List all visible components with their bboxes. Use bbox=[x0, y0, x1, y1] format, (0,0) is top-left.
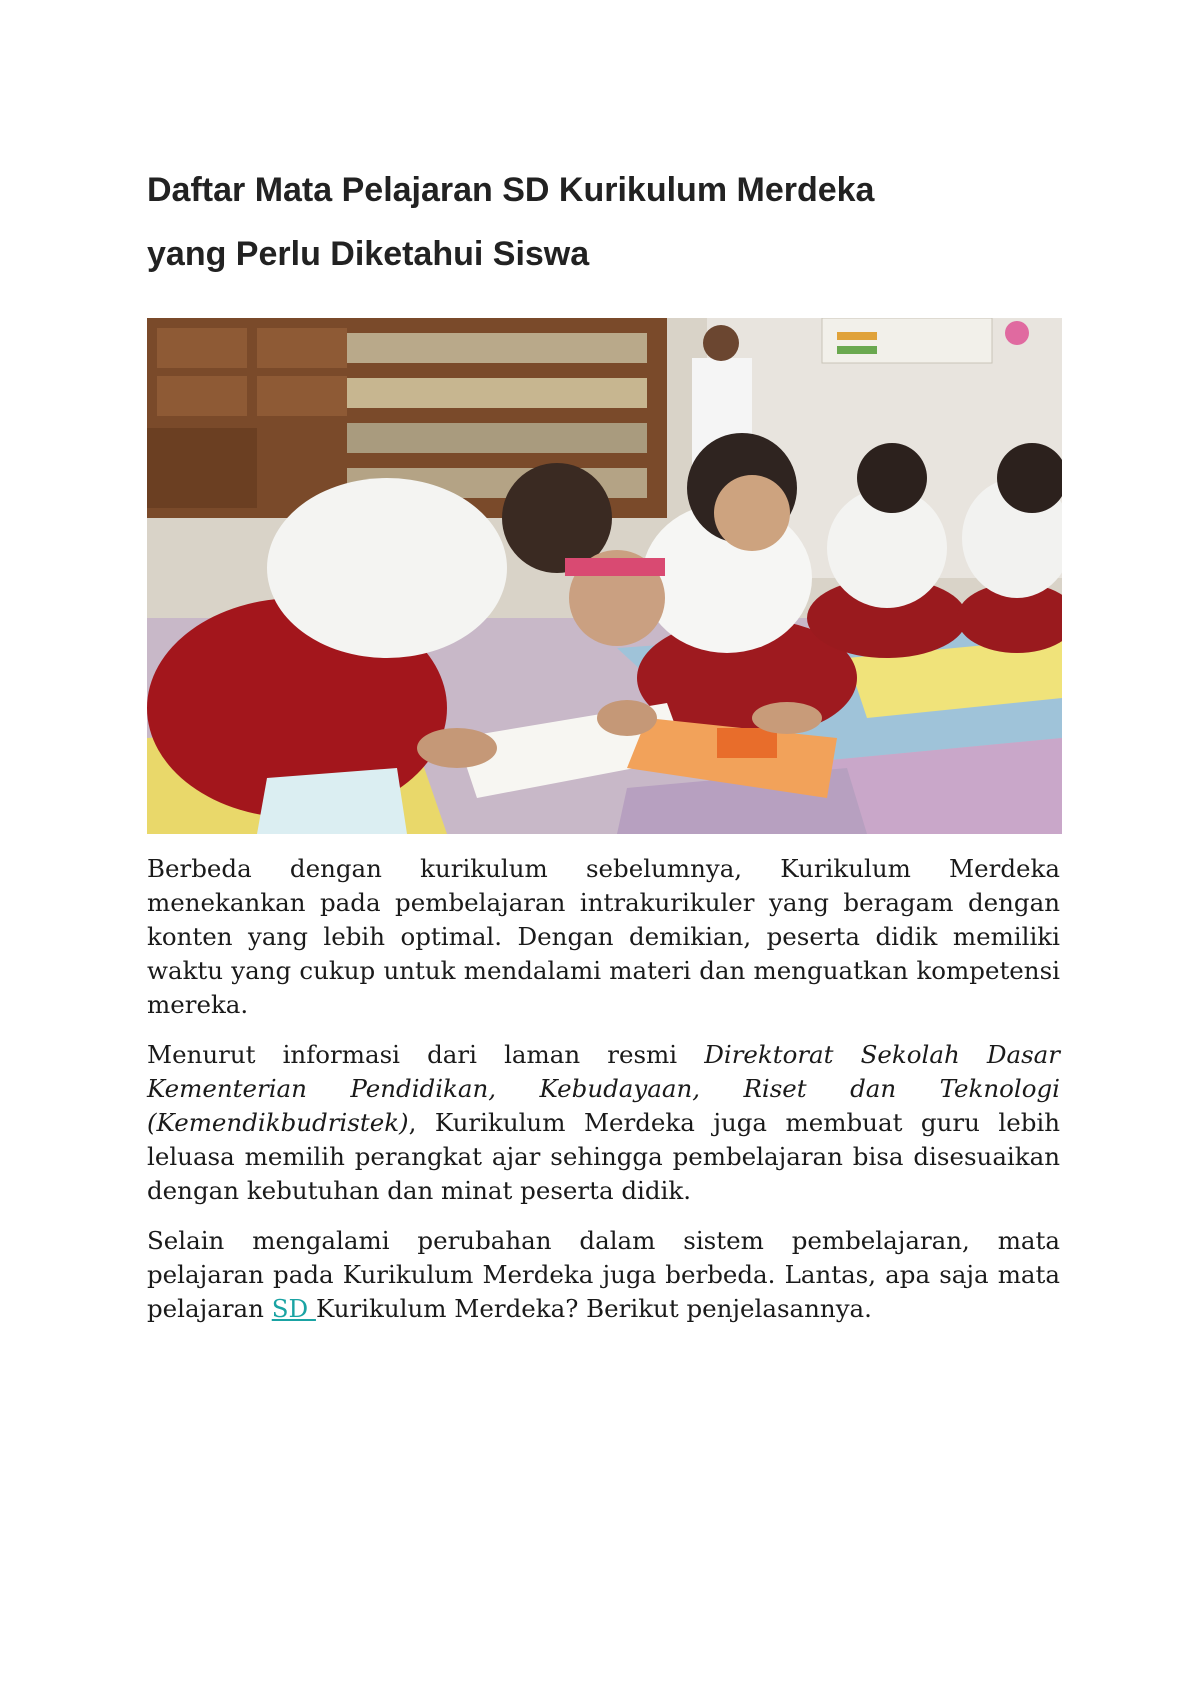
paragraph-2-end: , Kurikulum Merdeka juga membuat guru lebih leluasa memilih perangkat ajar sehingga pembelajaran bisa disesuaikan dengan kebutuhan dan minat peserta didik. bbox=[147, 1108, 1060, 1205]
paragraph-3 bbox=[147, 1224, 1060, 1326]
paragraph-2 bbox=[147, 1038, 1060, 1208]
article-photo bbox=[147, 318, 1062, 834]
paragraph-3-end: Kurikulum Merdeka? Berikut penjelasannya. bbox=[315, 1294, 872, 1323]
paragraph-3-start: Selain mengalami perubahan dalam sistem pembelajaran, mata pelajaran pada Kurikulum Merdeka juga berbeda. Lantas, apa saja mata pelajaran bbox=[147, 1226, 1060, 1323]
paragraph-2-start: Menurut informasi dari laman resmi bbox=[147, 1040, 705, 1069]
article-body bbox=[147, 852, 1060, 1342]
article-title bbox=[147, 158, 1067, 286]
article-title-line-2: yang Perlu Diketahui Siswa bbox=[147, 235, 590, 273]
sd-link[interactable]: SD bbox=[271, 1294, 316, 1323]
classroom-photo-illustration bbox=[147, 318, 1062, 834]
article-title-line-1: Daftar Mata Pelajaran SD Kurikulum Merdeka bbox=[147, 171, 875, 209]
paragraph-1: Berbeda dengan kurikulum sebelumnya, Kurikulum Merdeka menekankan pada pembelajaran intrakurikuler yang beragam dengan konten yang lebih optimal. Dengan demikian, peserta didik memiliki waktu yang cukup untuk mendalami materi dan menguatkan kompetensi mereka. bbox=[147, 854, 1060, 1019]
paragraph-2-italic: Direktorat Sekolah Dasar Kementerian Pendidikan, Kebudayaan, Riset dan Teknologi (Kemendikbudristek) bbox=[147, 1040, 1060, 1137]
